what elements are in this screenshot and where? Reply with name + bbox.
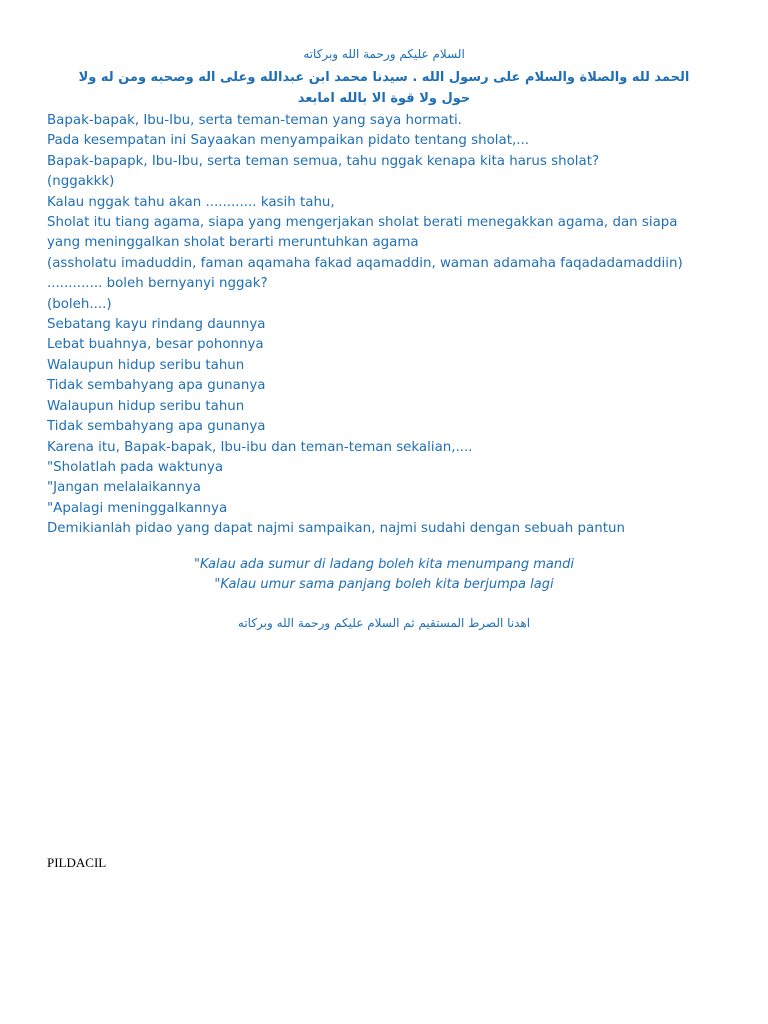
- body-line: Kalau nggak tahu akan ............ kasih tahu,: [47, 194, 335, 210]
- body-line: Sholat itu tiang agama, siapa yang mengerjakan sholat berati menegakkan agama, dan siapa: [47, 215, 678, 231]
- body-line: "Jangan melalaikannya: [47, 480, 201, 496]
- body-line: "Apalagi meninggalkannya: [47, 500, 228, 516]
- speech-body: [47, 111, 727, 540]
- poem-line: Tidak sembahyang apa gunanya: [47, 419, 266, 435]
- body-line: "Sholatlah pada waktunya: [47, 459, 224, 475]
- poem-line: Walaupun hidup seribu tahun: [47, 357, 245, 373]
- body-line: (boleh....): [47, 296, 112, 312]
- pantun-line-2: "Kalau umur sama panjang boleh kita berjumpa lagi: [214, 577, 554, 592]
- body-line: Bapak-bapak, Ibu-Ibu, serta teman-teman yang saya hormati.: [47, 113, 462, 128]
- poem-line: Lebat buahnya, besar pohonnya: [47, 337, 264, 353]
- poem-line: Walaupun hidup seribu tahun: [47, 398, 245, 414]
- arabic-hamdalah-line-2: حول ولا قوة الا بالله امابعد: [297, 91, 471, 106]
- body-line: Bapak-bapapk, Ibu-Ibu, serta teman semua, tahu nggak kenapa kita harus sholat?: [47, 153, 600, 169]
- body-line: (nggakkk): [47, 174, 115, 190]
- pantun-line-1: "Kalau ada sumur di ladang boleh kita menumpang mandi: [194, 557, 574, 572]
- body-line: (assholatu imaduddin, faman aqamaha fakad aqamaddin, waman adamaha faqadadamaddiin): [47, 255, 683, 271]
- footer-label: PILDACIL: [47, 855, 107, 870]
- body-line: Pada kesempatan ini Sayaakan menyampaikan pidato tentang sholat,...: [47, 133, 530, 149]
- body-line: yang meninggalkan sholat berarti meruntuhkan agama: [47, 235, 419, 251]
- body-line: Karena itu, Bapak-bapak, Ibu-ibu dan teman-teman sekalian,....: [47, 439, 473, 455]
- arabic-salam-opening: السلام عليكم ورحمة الله وبركاته: [303, 47, 465, 61]
- arabic-hamdalah-line-1: الحمد لله والصلاة والسلام على رسول الله . سيدنا محمد ابن عبدالله وعلى اله وصحبه ومن له ولا: [78, 70, 690, 85]
- body-line: ............. boleh bernyanyi nggak?: [47, 276, 268, 292]
- arabic-closing: اهدنا الصرط المستقيم ثم السلام عليكم ورحمة الله وبركاته: [237, 616, 531, 630]
- poem-line: Sebatang kayu rindang daunnya: [47, 317, 266, 333]
- poem-line: Tidak sembahyang apa gunanya: [47, 378, 266, 394]
- body-line: Demikianlah pidao yang dapat najmi sampaikan, najmi sudahi dengan sebuah pantun: [47, 521, 625, 537]
